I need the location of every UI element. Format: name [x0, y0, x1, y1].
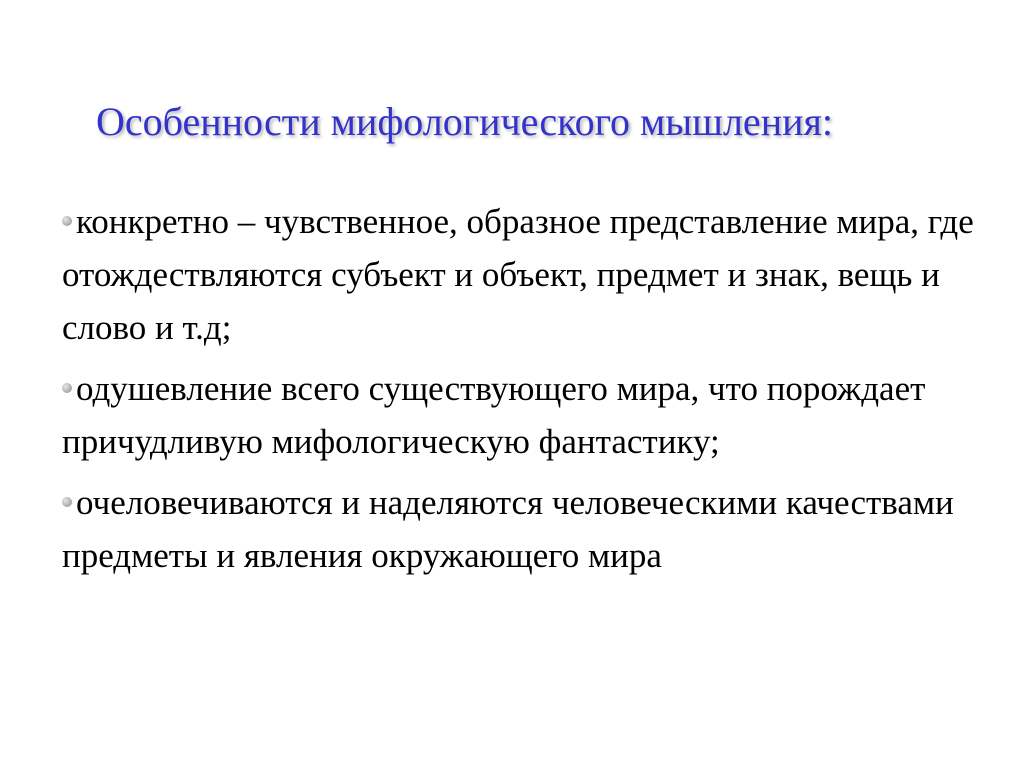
- bullet-dot-icon: [62, 216, 72, 226]
- bullet-item: [62, 195, 1012, 354]
- bullet-list: [62, 195, 1012, 590]
- bullet-text: одушевление всего существующего мира, что порождает причудливую мифологическую фантастику;: [62, 369, 926, 461]
- bullet-dot-icon: [62, 497, 72, 507]
- bullet-item: [62, 476, 1012, 582]
- bullet-item: [62, 362, 1012, 468]
- slide-title: Особенности мифологического мышления:: [96, 99, 834, 144]
- bullet-dot-icon: [62, 383, 72, 393]
- bullet-text: конкретно – чувственное, образное представление мира, где отождествляются субъект и объект, предмет и знак, вещь и слово и т.д;: [62, 202, 974, 347]
- bullet-text: очеловечиваются и наделяются человеческими качествами предметы и явления окружающего мира: [62, 483, 954, 575]
